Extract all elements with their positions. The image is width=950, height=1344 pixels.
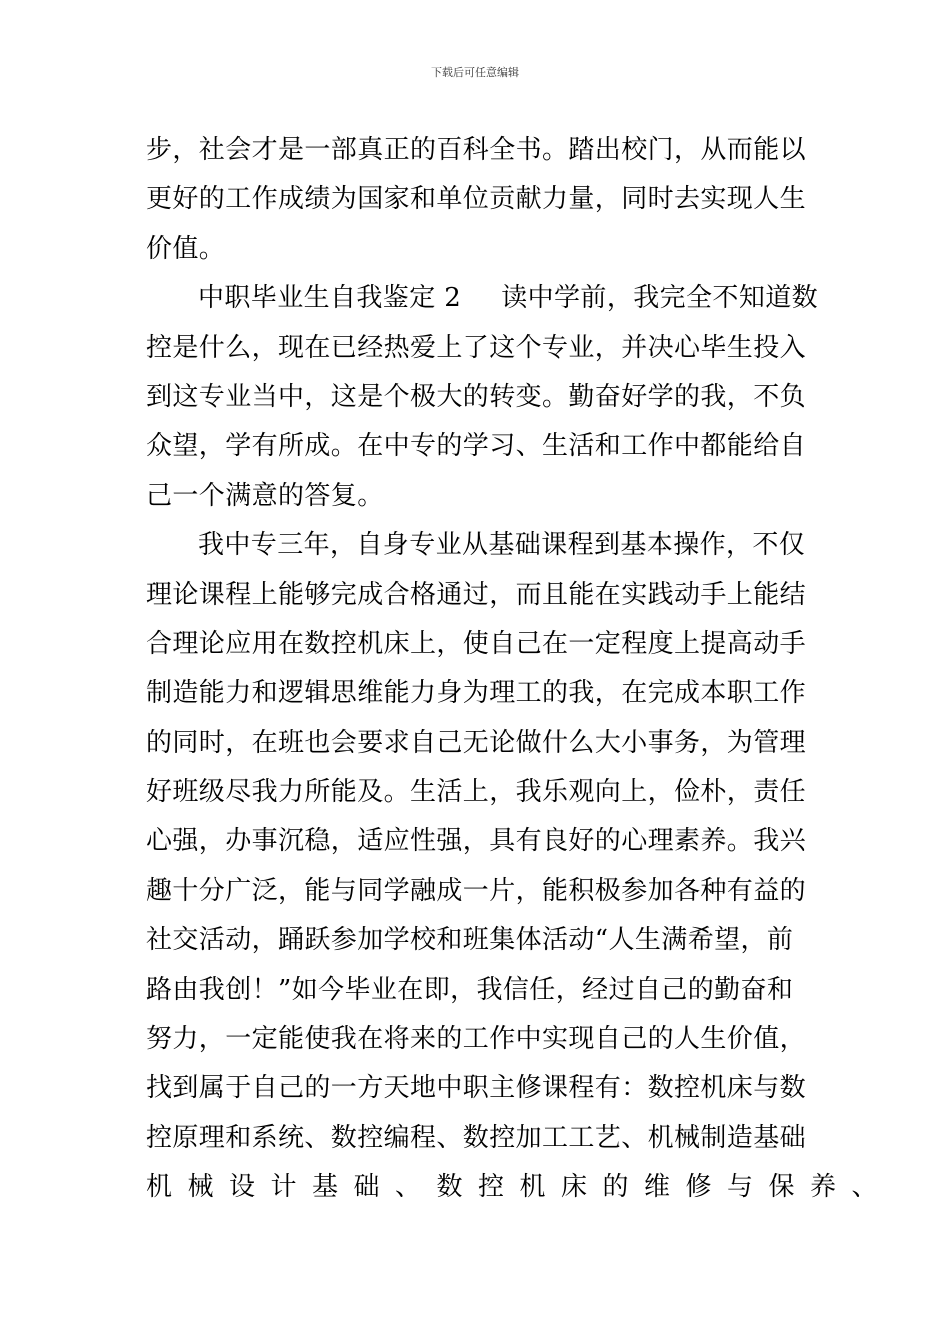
- text-line: 心强，办事沉稳，适应性强，具有良好的心理素养。我兴: [146, 826, 807, 857]
- text-line: 社交活动，踊跃参加学校和班集体活动“人生满希望，前: [146, 925, 794, 956]
- text-line: 更好的工作成绩为国家和单位贡献力量，同时去实现人生: [146, 184, 807, 215]
- text-line: 到这专业当中，这是个极大的转变。勤奋好学的我，不负: [146, 381, 807, 412]
- page-header: 下载后可任意编辑: [431, 66, 519, 79]
- text-line: 趣十分广泛，能与同学融成一片，能积极参加各种有益的: [146, 875, 807, 906]
- text-line: 路由我创！”如今毕业在即，我信任，经过自己的勤奋和: [146, 974, 794, 1005]
- document-body: [146, 126, 894, 1213]
- text-line: 己一个满意的答复。: [146, 480, 384, 511]
- text-line: 众望，学有所成。在中专的学习、生活和工作中都能给自: [146, 431, 807, 462]
- text-line: 努力，一定能使我在将来的工作中实现自己的人生价值，: [146, 1024, 807, 1055]
- text-line: 制造能力和逻辑思维能力身为理工的我，在完成本职工作: [146, 678, 807, 709]
- section-heading: 中职毕业生自我鉴定 2: [198, 283, 462, 314]
- text-line: 我中专三年，自身专业从基础课程到基本操作，不仅: [198, 530, 806, 561]
- text-line: 控是什么，现在已经热爱上了这个专业，并决心毕生投入: [146, 332, 807, 363]
- text-line: 理论课程上能够完成合格通过，而且能在实践动手上能结: [146, 579, 807, 610]
- text-line: 好班级尽我力所能及。生活上，我乐观向上，俭朴，责任: [146, 777, 807, 808]
- text-line: 价值。: [146, 233, 226, 264]
- text-line: 的同时，在班也会要求自己无论做什么大小事务，为管理: [146, 727, 807, 758]
- paragraph-1: [146, 126, 816, 274]
- text-line: 找到属于自己的一方天地中职主修课程有：数控机床与数: [146, 1073, 807, 1104]
- text-line: 步，社会才是一部真正的百科全书。踏出校门，从而能以: [146, 135, 807, 165]
- text-line: [146, 274, 819, 323]
- text-line: 合理论应用在数控机床上，使自己在一定程度上提高动手: [146, 628, 807, 659]
- text-line: 机械设计基础、数控机床的维修与保养、: [146, 1172, 894, 1203]
- text-line: 控原理和系统、数控编程、数控加工工艺、机械制造基础: [146, 1122, 807, 1153]
- text-run: 读中学前，我完全不知道数: [501, 283, 819, 314]
- paragraph-3: [146, 521, 894, 1212]
- paragraph-2: [146, 274, 819, 521]
